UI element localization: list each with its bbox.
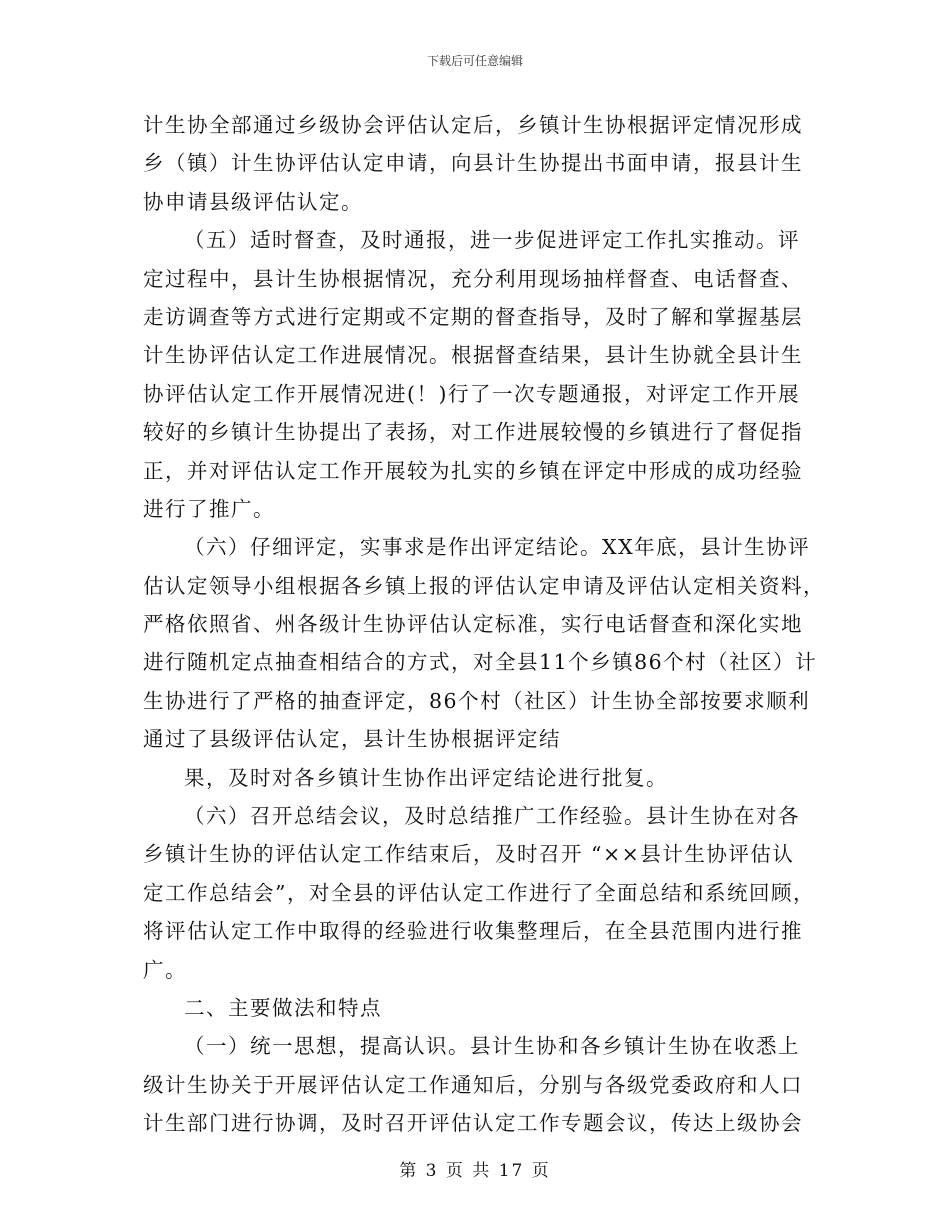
body-text-line: （六）仔细评定，实事求是作出评定结论。XX年底，县计生协评 <box>184 535 811 560</box>
body-text-line: 乡镇计生协的评估认定工作结束后，及时召开 “××县计生协评估认 <box>143 842 795 867</box>
body-text-line: 二、主要做法和特点 <box>184 995 382 1020</box>
body-text-line: 计生部门进行协调，及时召开评估认定工作专题会议，传达上级协会 <box>143 1111 803 1136</box>
body-text-line: 果，及时对各乡镇计生协作出评定结论进行批复。 <box>184 765 668 790</box>
body-text-line: 较好的乡镇计生协提出了表扬，对工作进展较慢的乡镇进行了督促指 <box>143 420 803 445</box>
body-text-line: 估认定领导小组根据各乡镇上报的评估认定申请及评估认定相关资料， <box>143 573 825 598</box>
page-header: 下载后可任意编辑 <box>426 54 523 68</box>
body-text-line: 进行了推广。 <box>143 496 275 521</box>
body-text-line: 计生协评估认定工作进展情况。根据督查结果，县计生协就全县计生 <box>143 343 803 368</box>
body-text-line: 定过程中，县计生协根据情况，充分利用现场抽样督查、电话督查、 <box>143 266 803 291</box>
page-footer: 第 3 页 共 17 页 <box>399 1161 551 1181</box>
body-text-line: 计生协全部通过乡级协会评估认定后，乡镇计生协根据评定情况形成 <box>143 113 803 137</box>
body-text-line: 乡（镇）计生协评估认定申请，向县计生协提出书面申请，报县计生 <box>143 151 803 176</box>
body-text-line: 进行随机定点抽查相结合的方式，对全县11个乡镇86个村（社区）计 <box>143 650 818 675</box>
body-text-line: 协评估认定工作开展情况进(！)行了一次专题通报，对评定工作开展 <box>143 381 800 406</box>
body-text-line: （五）适时督查，及时通报，进一步促进评定工作扎实推动。评 <box>184 228 800 253</box>
body-text-line: 协申请县级评估认定。 <box>143 189 363 214</box>
body-text-line: 生协进行了严格的抽查评定，86个村（社区）计生协全部按要求顺利 <box>143 688 811 713</box>
body-text-line: 将评估认定工作中取得的经验进行收集整理后，在全县范围内进行推 <box>143 919 803 944</box>
body-text-line: 定工作总结会”，对全县的评估认定工作进行了全面总结和系统回顾， <box>143 880 815 905</box>
body-text-line: 走访调查等方式进行定期或不定期的督查指导，及时了解和掌握基层 <box>143 304 803 329</box>
body-text-line: 正，并对评估认定工作开展较为扎实的乡镇在评定中形成的成功经验 <box>143 458 803 483</box>
body-text-line: 级计生协关于开展评估认定工作通知后，分别与各级党委政府和人口 <box>143 1072 803 1097</box>
body-text-line: （一）统一思想，提高认识。县计生协和各乡镇计生协在收悉上 <box>184 1034 800 1059</box>
body-text-line: （六）召开总结会议，及时总结推广工作经验。县计生协在对各 <box>184 804 800 829</box>
body-text-line: 通过了县级评估认定，县计生协根据评定结 <box>143 727 561 752</box>
body-text-line: 严格依照省、州各级计生协评估认定标准，实行电话督查和深化实地 <box>143 612 803 637</box>
body-text-line: 广。 <box>143 957 187 982</box>
document-body <box>143 106 825 1143</box>
